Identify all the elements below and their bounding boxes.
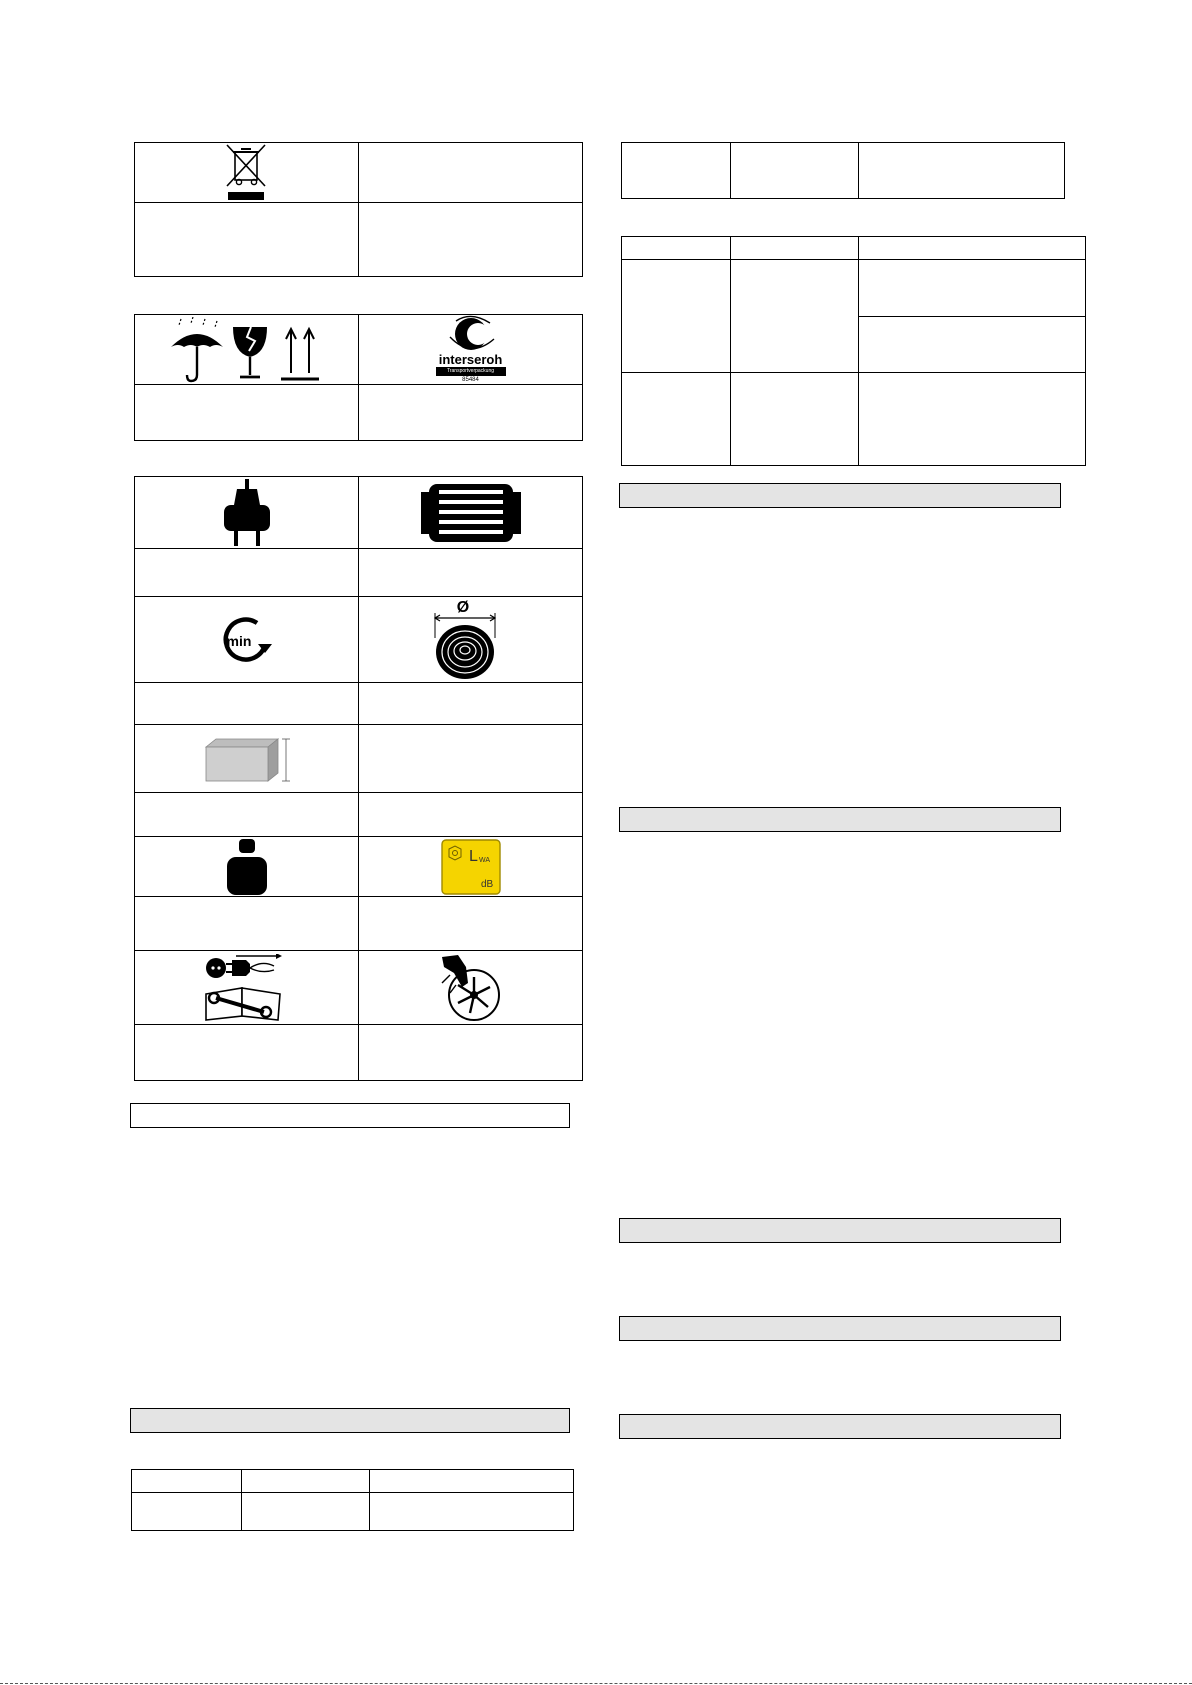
weight-icon: [227, 839, 267, 895]
symbols-table: [134, 476, 583, 1081]
disposal-text-cell: [359, 143, 583, 203]
section-header-bar: [619, 1218, 1061, 1243]
crossed-out-wheelie-bin-icon: [225, 144, 269, 202]
log-diameter-icon: [431, 598, 511, 682]
symbol-text-cell: [135, 549, 359, 597]
table-cell: [859, 373, 1086, 466]
symbol-text-cell: [359, 549, 583, 597]
packaging-symbols-cell: [135, 315, 359, 385]
symbol-text-cell: [135, 683, 359, 725]
symbol-text-cell: [135, 897, 359, 951]
unplug-before-maintenance-icon: [202, 954, 292, 1022]
interseroh-recycling-logo: [436, 315, 506, 384]
speed-label: min: [226, 632, 251, 649]
electric-motor-icon: [421, 484, 521, 542]
section-header-bar: [619, 1414, 1061, 1439]
table-cell: [132, 1493, 242, 1531]
packaging-table: [134, 314, 583, 441]
section-header-bar: [619, 807, 1061, 832]
table-cell: [731, 373, 859, 466]
sound-label-sub: WA: [478, 856, 490, 864]
right-spec-table: [621, 236, 1086, 466]
hand-hazard-cell: [359, 951, 583, 1025]
plug-cell: [135, 477, 359, 549]
hand-injury-hazard-icon: [436, 953, 506, 1023]
table-cell: [859, 260, 1086, 317]
table-cell: [859, 317, 1086, 373]
table-header-cell: [859, 237, 1086, 260]
table-cell: [859, 143, 1065, 199]
table-header-cell: [132, 1470, 242, 1493]
this-way-up-arrows-icon: [281, 329, 319, 379]
symbol-text-cell: [135, 793, 359, 837]
sound-power-level-icon: [441, 839, 501, 895]
section-header-bar: [619, 483, 1061, 508]
table-header-cell: [370, 1470, 574, 1493]
recycling-logo-cell: [359, 315, 583, 385]
sound-cell: [359, 837, 583, 897]
disposal-text-cell: [135, 203, 359, 277]
symbol-text-cell: [359, 725, 583, 793]
table-cell: [622, 143, 731, 199]
symbol-text-cell: [359, 897, 583, 951]
maintenance-cell: [135, 951, 359, 1025]
page-edge-line: [0, 1683, 1192, 1684]
symbol-text-cell: [359, 1025, 583, 1081]
sound-label-unit: dB: [480, 878, 493, 890]
diameter-cell: [359, 597, 583, 683]
table-header-cell: [242, 1470, 370, 1493]
disposal-text-cell: [359, 203, 583, 277]
packaging-text-cell: [359, 385, 583, 441]
table-cell: [731, 143, 859, 199]
table-header-cell: [622, 237, 731, 260]
logo-number: 85484: [462, 377, 479, 383]
interseroh-mark-icon: [436, 315, 506, 353]
logo-banner: Transportverpackung: [436, 367, 506, 376]
packaging-symbols: [167, 317, 327, 383]
table-cell: [622, 373, 731, 466]
weee-cell: [135, 143, 359, 203]
specs-table: [131, 1469, 574, 1531]
table-cell: [370, 1493, 574, 1531]
symbol-text-cell: [135, 1025, 359, 1081]
section-header-bar: [130, 1408, 570, 1433]
right-top-table: [621, 142, 1065, 199]
section-header-bar: [619, 1316, 1061, 1341]
disposal-table: [134, 142, 583, 277]
mains-plug-icon: [224, 479, 270, 547]
symbol-text-cell: [359, 793, 583, 837]
box-dimensions-icon: [202, 733, 292, 785]
motor-cell: [359, 477, 583, 549]
diameter-symbol: Ø: [456, 598, 469, 616]
fragile-glass-icon: [233, 327, 267, 377]
sound-label-main: L: [468, 847, 478, 865]
table-cell: [622, 260, 731, 373]
table-cell: [731, 260, 859, 373]
symbol-text-cell: [359, 683, 583, 725]
speed-cell: [135, 597, 359, 683]
table-header-cell: [731, 237, 859, 260]
dimensions-cell: [135, 725, 359, 793]
section-header-bar: [130, 1103, 570, 1128]
rotation-speed-icon: [217, 615, 277, 665]
table-cell: [242, 1493, 370, 1531]
weight-cell: [135, 837, 359, 897]
keep-dry-umbrella-icon: [171, 317, 223, 381]
packaging-text-cell: [135, 385, 359, 441]
logo-brand: interseroh: [438, 352, 503, 367]
